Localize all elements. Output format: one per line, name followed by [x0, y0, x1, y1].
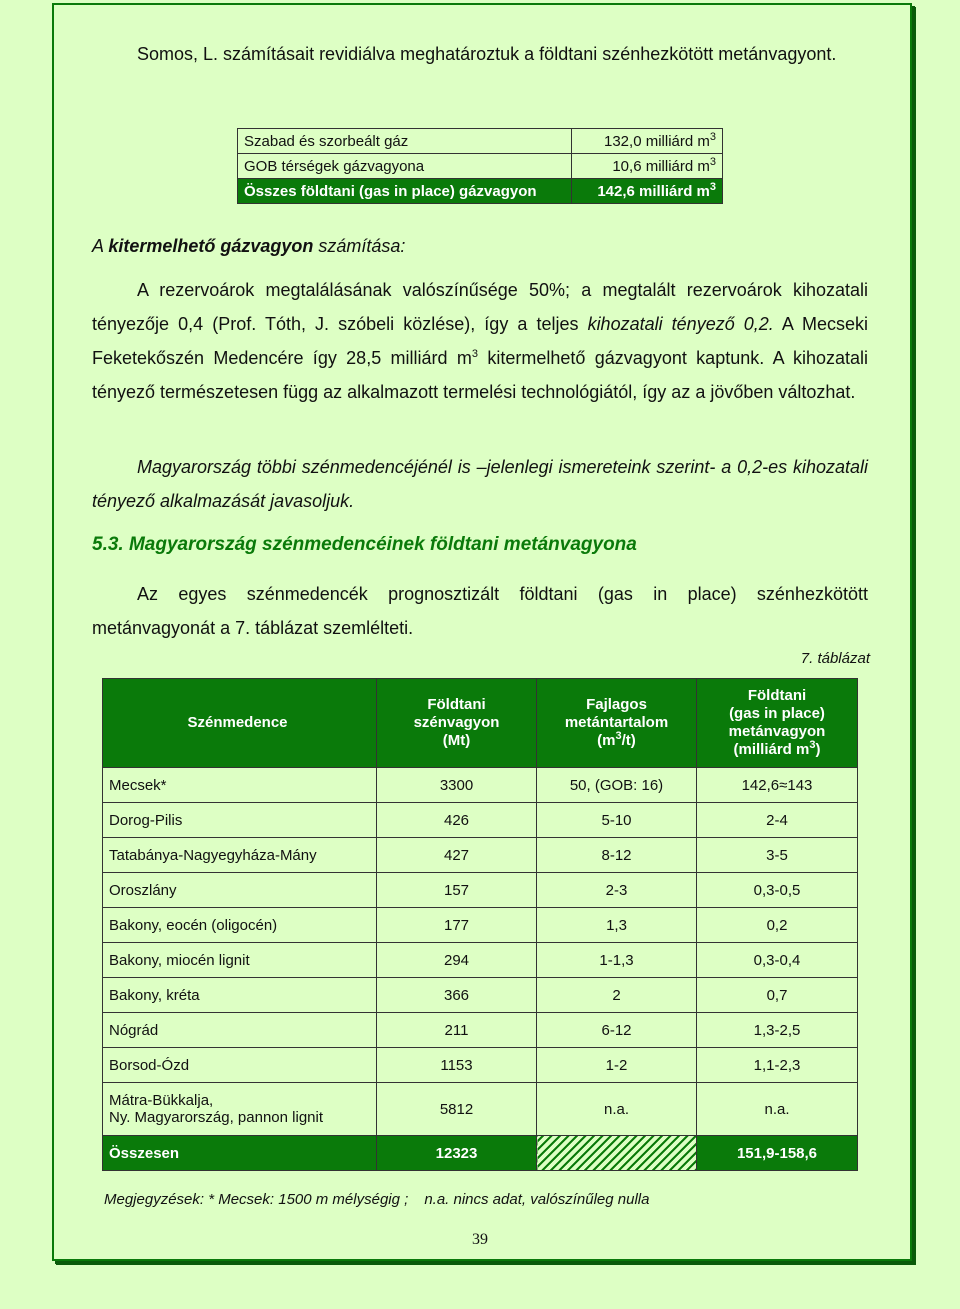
- specific-methane: 50, (GOB: 16): [537, 768, 697, 803]
- header-coal-reserve: Földtani szénvagyon (Mt): [377, 679, 537, 768]
- table-row: [103, 1048, 858, 1083]
- basin-name: Oroszlány: [103, 873, 377, 908]
- table-row: [103, 873, 858, 908]
- basin-name: Bakony, miocén lignit: [103, 943, 377, 978]
- recommendation-paragraph: Magyarország többi szénmedencéjénél is –jelenlegi ismereteink szerint- a 0,2-es kihozatali tényező alkalmazását javasoljuk.: [92, 457, 868, 511]
- gas-row-label: GOB térségek gázvagyona: [238, 154, 572, 179]
- total-label: Összesen: [103, 1136, 377, 1171]
- table-row: [103, 978, 858, 1013]
- methane-reserve: 0,2: [697, 908, 858, 943]
- gas-row: [238, 129, 723, 154]
- table-row: [103, 908, 858, 943]
- specific-methane: 1,3: [537, 908, 697, 943]
- coal-reserve: 366: [377, 978, 537, 1013]
- basin-name: Nógrád: [103, 1013, 377, 1048]
- basin-name: Tatabánya-Nagyegyháza-Mány: [103, 838, 377, 873]
- total-methane-reserve: 151,9-158,6: [697, 1136, 858, 1171]
- table-row: [103, 1083, 858, 1136]
- methane-reserve: 2-4: [697, 803, 858, 838]
- table-row: [103, 768, 858, 803]
- gas-total-row: [238, 179, 723, 204]
- page-number: 39: [472, 1231, 488, 1248]
- methane-reserve: 1,3-2,5: [697, 1013, 858, 1048]
- specific-methane: 5-10: [537, 803, 697, 838]
- total-row: [103, 1136, 858, 1171]
- specific-methane: 6-12: [537, 1013, 697, 1048]
- total-coal-reserve: 12323: [377, 1136, 537, 1171]
- specific-methane: 1-1,3: [537, 943, 697, 978]
- subheading: A kitermelhető gázvagyon számítása:: [92, 236, 406, 256]
- coal-reserve: 211: [377, 1013, 537, 1048]
- gas-row-value: 10,6 milliárd $m^3$: [572, 154, 723, 179]
- coal-reserve: 5812: [377, 1083, 537, 1136]
- gas-summary-table: [237, 128, 723, 204]
- table-row: [103, 1013, 858, 1048]
- specific-methane: 2-3: [537, 873, 697, 908]
- intro-paragraph: Somos, L. számításait revidiálva meghatároztuk a földtani szénhezkötött metánvagyont.: [137, 44, 837, 64]
- gas-row-value: 132,0 milliárd $m^3$: [572, 129, 723, 154]
- basin-name: Bakony, eocén (oligocén): [103, 908, 377, 943]
- section-heading: 5.3. Magyarország szénmedencéinek földtani metánvagyona: [92, 534, 637, 555]
- table-header-row: [103, 679, 858, 768]
- table-intro-paragraph: Az egyes szénmedencék prognosztizált földtani (gas in place) szénhezkötött metánvagyonát a 7. táblázat szemlélteti.: [92, 584, 868, 638]
- methane-reserve: 3-5: [697, 838, 858, 873]
- coal-basin-table: [102, 678, 858, 1171]
- gas-row: [238, 154, 723, 179]
- table-row: [103, 803, 858, 838]
- header-specific-methane: Fajlagos metántartalom $(m^3/t)$: [537, 679, 697, 768]
- table-caption: 7. táblázat: [800, 650, 870, 667]
- table-row: [103, 838, 858, 873]
- recovery-paragraph: A rezervoárok megtalálásának valószínűsége 50%; a megtalált rezervoárok kihozatali tényezője 0,4 (Prof. Tóth, J. szóbeli közlése), így a teljes kihozatali tényező 0,2. A Mecseki Feketekőszén Medencére így 28,5 milliárd $m^3$ kitermelhető gázvagyont kaptunk. A kihozatali tényező természetesen függ az alkalmazott termelési technológiától, így az a jövőben változhat.: [92, 280, 868, 402]
- table-notes: Megjegyzések: * Mecsek: 1500 m mélységig ; n.a. nincs adat, valószínűleg nulla: [104, 1191, 650, 1208]
- specific-methane: n.a.: [537, 1083, 697, 1136]
- gas-row-value: 142,6 milliárd $m^3$: [572, 179, 723, 204]
- coal-reserve: 294: [377, 943, 537, 978]
- coal-reserve: 157: [377, 873, 537, 908]
- methane-reserve: 0,3-0,5: [697, 873, 858, 908]
- specific-methane: 2: [537, 978, 697, 1013]
- methane-reserve: 0,3-0,4: [697, 943, 858, 978]
- basin-name: Dorog-Pilis: [103, 803, 377, 838]
- gas-row-label: Összes földtani (gas in place) gázvagyon: [238, 179, 572, 204]
- coal-reserve: 426: [377, 803, 537, 838]
- basin-name: Borsod-Ózd: [103, 1048, 377, 1083]
- gas-row-label: Szabad és szorbeált gáz: [238, 129, 572, 154]
- methane-reserve: n.a.: [697, 1083, 858, 1136]
- specific-methane: 8-12: [537, 838, 697, 873]
- table-row: [103, 943, 858, 978]
- methane-reserve: 142,6≈143: [697, 768, 858, 803]
- basin-name: Mecsek*: [103, 768, 377, 803]
- specific-methane: 1-2: [537, 1048, 697, 1083]
- methane-reserve: 0,7: [697, 978, 858, 1013]
- coal-reserve: 1153: [377, 1048, 537, 1083]
- basin-name: Bakony, kréta: [103, 978, 377, 1013]
- header-basin: Szénmedence: [103, 679, 377, 768]
- coal-reserve: 177: [377, 908, 537, 943]
- coal-reserve: 3300: [377, 768, 537, 803]
- hatched-cell: [537, 1136, 697, 1171]
- basin-name: Mátra-Bükkalja, Ny. Magyarország, pannon lignit: [103, 1083, 377, 1136]
- methane-reserve: 1,1-2,3: [697, 1048, 858, 1083]
- header-methane-reserve: Földtani (gas in place) metánvagyon (milliárd $m^3$): [697, 679, 858, 768]
- coal-reserve: 427: [377, 838, 537, 873]
